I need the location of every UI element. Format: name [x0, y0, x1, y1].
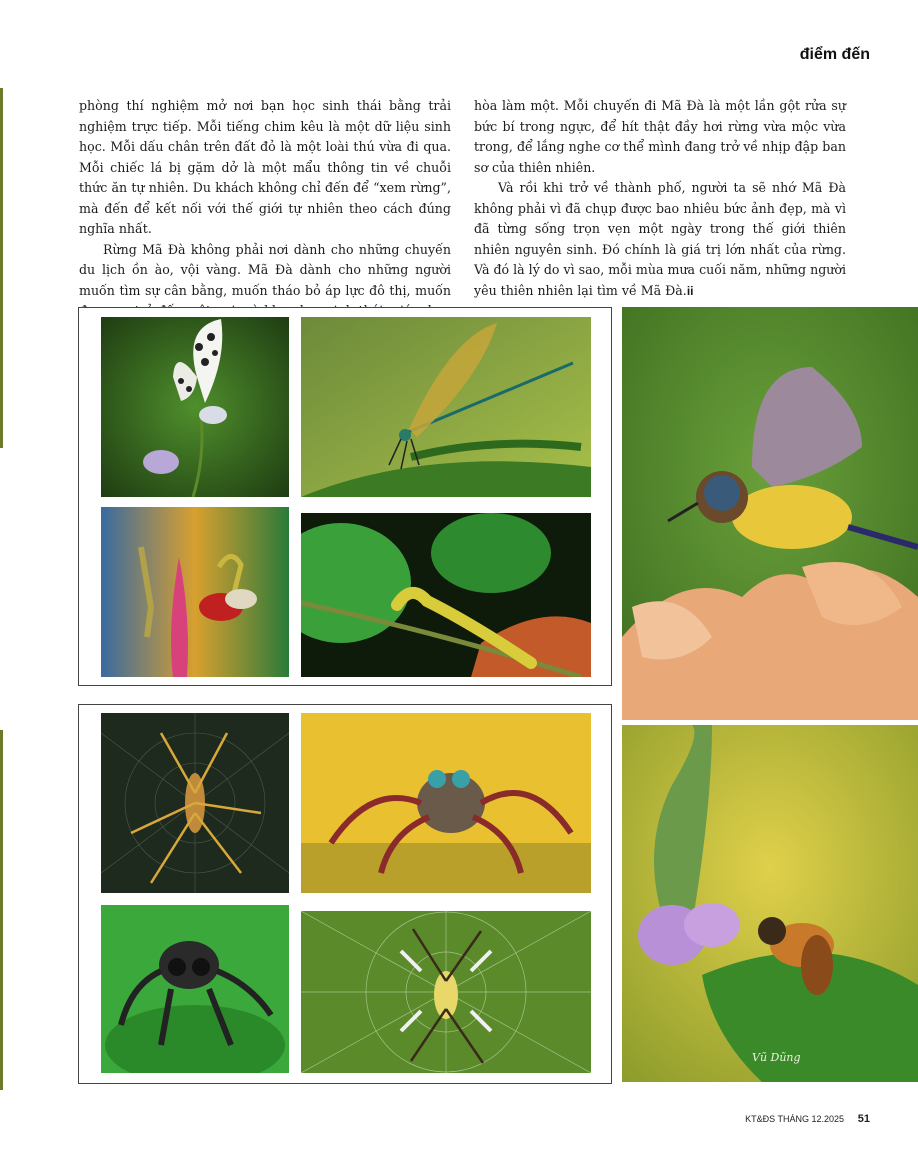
jumping-spider-photo: [301, 713, 591, 893]
caterpillar-photo: [301, 513, 591, 677]
article-column-1: [79, 96, 451, 342]
paragraph: phòng thí nghiệm mở nơi bạn học sinh thái bằng trải nghiệm trực tiếp. Mỗi tiếng chim kêu là một dữ liệu sinh học. Mỗi dấu chân trên đất đỏ là một loài thú vừa đi qua. Mỗi chiếc lá bị gặm dở là một mẩu thông tin về chuỗi thức ăn tự nhiên. Du khách không chỉ đến để “xem rừng”, mà đến để kết nối với thế giới tự nhiên theo cách đúng nghĩa nhất.: [79, 98, 451, 236]
page-number: 51: [857, 1113, 870, 1125]
page-edge-mark: [0, 88, 3, 448]
section-tag: điểm đến: [799, 46, 870, 63]
insect-collage: [78, 307, 612, 686]
golden-orb-spider-photo: [101, 713, 289, 893]
article-column-2: [474, 96, 846, 301]
paragraph: Rừng Mã Đà không phải nơi dành cho những chuyến du lịch ồn ào, vội vàng. Mã Đà dành cho những người muốn tìm sự cân bằng, muốn tháo bỏ áp lực đô thị, muốn: [79, 241, 451, 298]
page-edge-mark: [0, 730, 3, 1090]
end-mark: ii: [686, 283, 694, 298]
argiope-spider-photo: [301, 911, 591, 1073]
paragraph-text: Và rồi khi trở về thành phố, người ta sẽ nhớ Mã Đà không phải vì đã chụp được bao nhiêu bức ảnh đẹp, mà vì đã từng sống trọn vẹn một ngày trong thế giới thiên nhiên nguyên sinh. Đó chính là giá trị lớn nhất của rừng. Và đó là lý do vì sao, mỗi mùa mưa cuối năm, những người yêu thiên nhiên lại tìm về Mã Đà.: [474, 180, 846, 298]
photo-credit: Vũ Dũng: [752, 1051, 801, 1064]
paragraph: [474, 178, 846, 301]
paragraph: hòa làm một. Mỗi chuyến đi Mã Đà là một lần gột rửa sự bức bí trong ngực, để hít thật đầy hơi rừng vừa mộc vừa trong, để lắng nghe cơ thể mình đang trở về nhịp đập ban sơ của thiên nhiên.: [474, 98, 846, 175]
sunbird-photo: [622, 307, 918, 720]
butterfly-photo: [101, 317, 289, 497]
jumping-spider-closeup-photo: [101, 905, 289, 1073]
damselfly-photo: [301, 317, 591, 497]
bee-flower-photo: [622, 725, 918, 1082]
footer-issue: KT&ĐS THÁNG 12.2025: [745, 1114, 844, 1124]
spider-collage: [78, 704, 612, 1084]
mantis-photo: [101, 507, 289, 677]
